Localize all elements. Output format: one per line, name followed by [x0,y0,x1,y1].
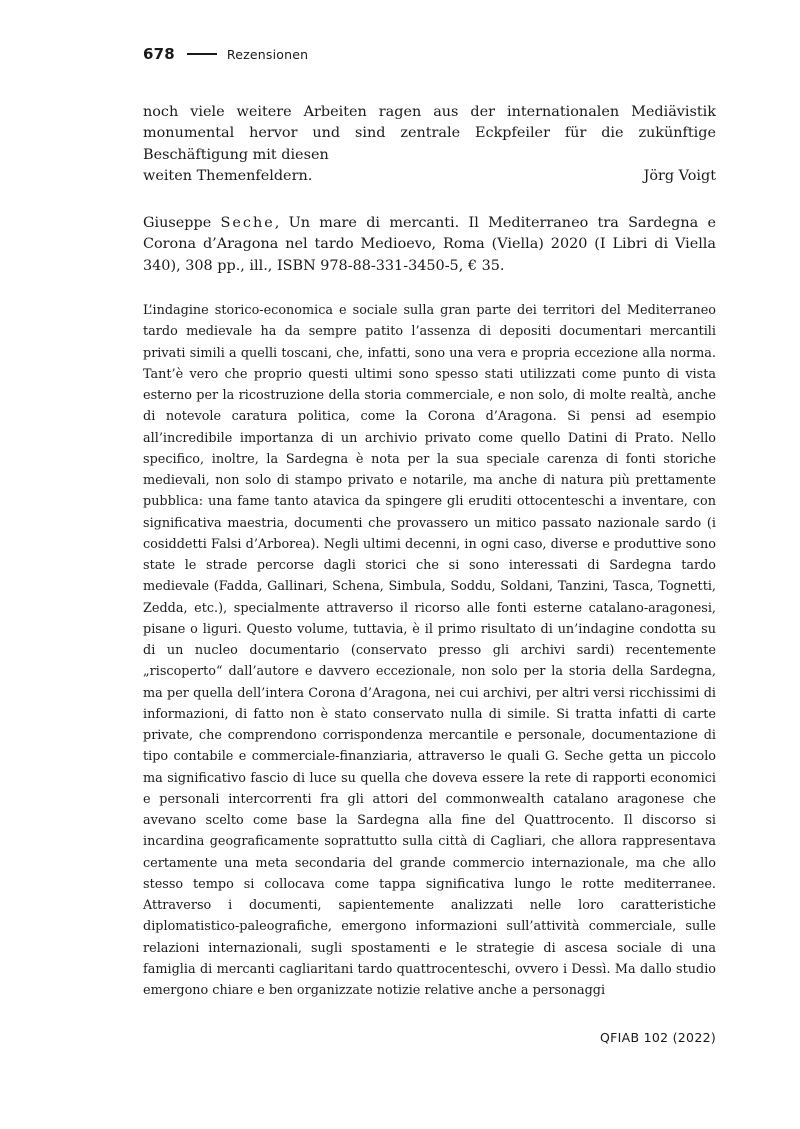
signature-line [143,166,716,187]
header-rule [187,53,217,55]
journal-footer: QFIAB 102 (2022) [599,1030,716,1045]
previous-review-ending [143,102,716,187]
previous-review-text: noch viele weitere Arbeiten ragen aus der internationalen Mediävistik monumental hervor und sind zentrale Eckpfeiler für die zukünftige Beschäftigung mit diesen [143,104,716,163]
page-number: 678 [143,45,175,63]
review-body [143,300,716,1001]
citation-author-first: Giuseppe [143,215,212,231]
section-title: Rezensionen [226,46,309,62]
citation-author-last: Seche [220,215,275,231]
running-header [143,42,308,66]
reviewer-name: Jörg Voigt [643,167,716,184]
citation-text [143,213,716,277]
previous-review-last-line: weiten Themenfeldern. [143,167,313,184]
review-body-text: L’indagine storico-economica e sociale sulla gran parte dei territori del Mediterraneo tardo medievale ha da sempre patito l’assenza di depositi documentari mercantili privati simili a quelli toscani, che, infatti, sono una vera e propria eccezione alla norma. Tant’è vero che proprio questi ultimi sono spesso stati utilizzati come punto di vista esterno per la ricostruzione della storia commerciale, e non solo, di molte realtà, anche di notevole caratura politica, come la Corona d’Aragona. Si pensi ad esempio all’incredibile importanza di un archivio privato come quello Datini di Prato. Nello specifico, inoltre, la Sardegna è nota per la sua speciale carenza di fonti storiche medievali, non solo di stampo privato e notarile, ma anche di natura più prettamente pubblica: una fame tanto atavica da spingere gli eruditi ottocenteschi a inventare, con significativa maestria, documenti che provassero un mitico passato nazionale sardo (i cosiddetti Falsi d’Arborea). Negli ultimi decenni, in ogni caso, diverse e produttive sono state le strade percorse dagli storici che si sono interessati di Sardegna tardo medievale (Fadda, Gallinari, Schena, Simbula, Soddu, Soldani, Tanzini, Tasca, Tognetti, Zedda, etc.), specialmente attraverso il ricorso alle fonti esterne catalano-aragonesi, pisane o liguri. Questo volume, tuttavia, è il primo risultato di un’indagine condotta su di un nucleo documentario (conservato presso gli archivi sardi) recentemente „riscoperto“ dall’autore e davvero eccezionale, non solo per la storia della Sardegna, ma per quella dell’intera Corona d’Aragona, nei cui archivi, per altri versi ricchissimi di informazioni, di fatto non è stato conservato nulla di simile. Si tratta infatti di carte private, che comprendono corrispondenza mercantile e personale, documentazione di tipo contabile e commerciale-finanziaria, attraverso le quali G. Seche getta un piccolo ma significativo fascio di luce su quella che doveva essere la rete di rapporti economici e personali intercorrenti fra gli attori del commonwealth catalano aragonese che avevano scelto come base la Sardegna alla fine del Quattrocento. Il discorso si incardina geograficamente soprattutto sulla città di Cagliari, che allora rappresentava certamente una meta secondaria del grande commercio internazionale, ma che allo stesso tempo si collocava come tappa significativa lungo le rotte mediterranee. Attraverso i documenti, sapientemente analizzati nelle loro caratteristiche diplomatistico-paleografiche, emergono informazioni sull’attività commerciale, sulle relazioni internazionali, sugli spostamenti e le strategie di ascesa sociale di una famiglia di mercanti cagliaritani tardo quattrocenteschi, ovvero i Dessì. Ma dallo studio emergono chiare e ben organizzate notizie relative anche a personaggi [143,303,716,998]
book-citation [143,213,716,277]
citation-details: , Un mare di mercanti. Il Mediterraneo tra Sardegna e Corona d’Aragona nel tardo Medioevo, Roma (Viella) 2020 (I Libri di Viella 340), 308 pp., ill., ISBN 978-88-331-3450-5, € 35. [143,215,716,274]
